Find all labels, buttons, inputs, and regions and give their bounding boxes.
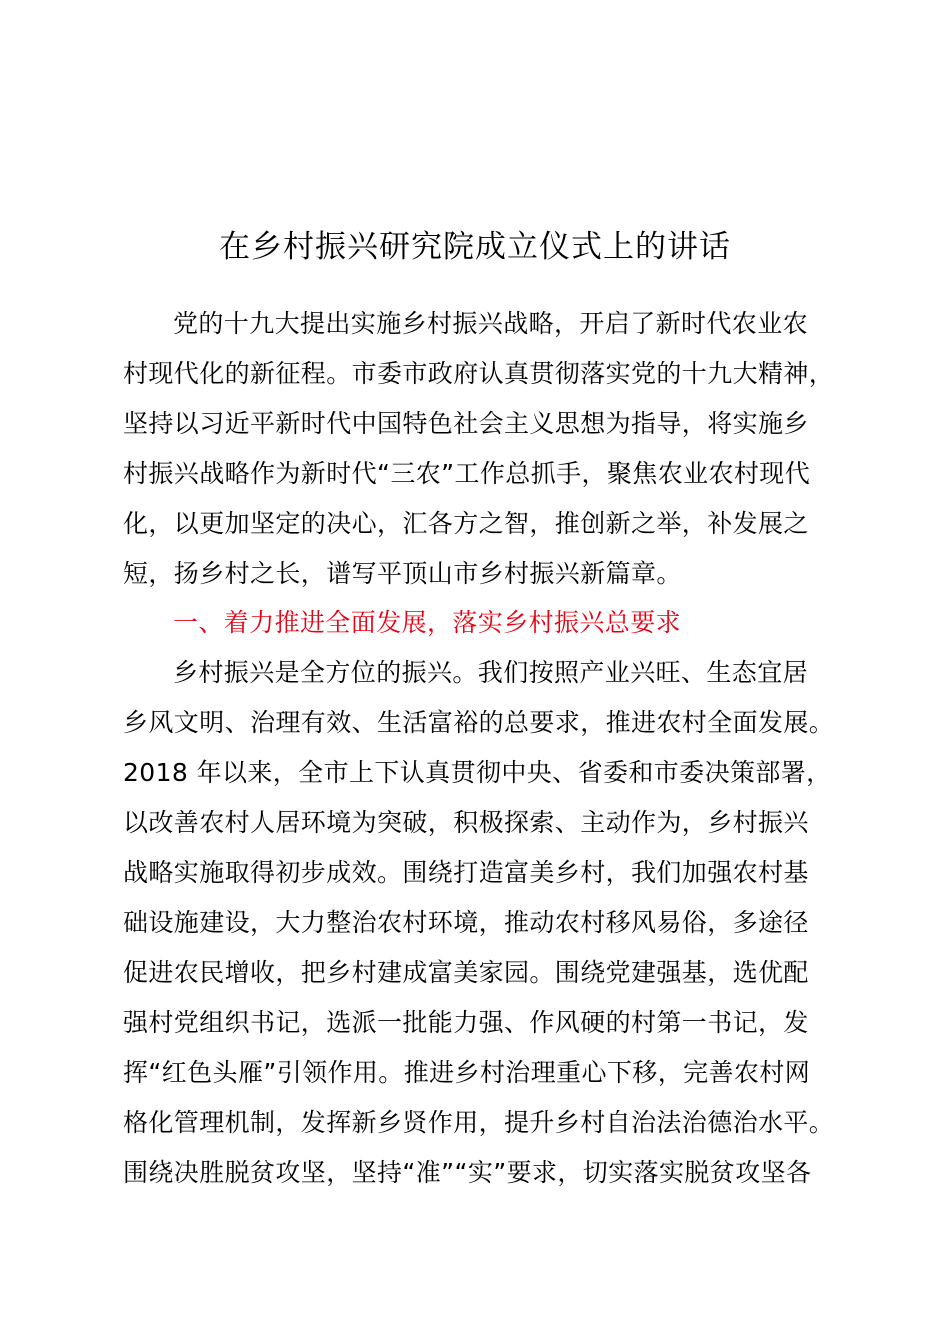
paragraph-line: 以改善农村人居环境为突破，积极探索、主动作为，乡村振兴 bbox=[123, 808, 809, 837]
paragraph-line: 战略实施取得初步成效。围绕打造富美乡村，我们加强农村基 bbox=[123, 858, 809, 887]
paragraph-line: 强村党组织书记，选派一批能力强、作风硬的村第一书记，发 bbox=[123, 1008, 809, 1037]
paragraph-line: 乡村振兴是全方位的振兴。我们按照产业兴旺、生态宜居 bbox=[173, 658, 809, 687]
paragraph-line: 村现代化的新征程。市委市政府认真贯彻落实党的十九大精神， bbox=[123, 359, 835, 388]
paragraph-line: 2018 年以来，全市上下认真贯彻中央、省委和市委决策部署， bbox=[123, 758, 832, 787]
paragraph-line: 乡风文明、治理有效、生活富裕的总要求，推进农村全面发展。 bbox=[123, 708, 835, 737]
paragraph-line: 村振兴战略作为新时代“三农”工作总抓手，聚焦农业农村现代 bbox=[123, 459, 811, 488]
paragraph-line: 坚持以习近平新时代中国特色社会主义思想为指导，将实施乡 bbox=[123, 409, 809, 438]
section-heading: 一、着力推进全面发展，落实乡村振兴总要求 bbox=[173, 608, 682, 637]
paragraph-line: 短，扬乡村之长，谱写平顶山市乡村振兴新篇章。 bbox=[123, 559, 682, 588]
paragraph-line: 化，以更加坚定的决心，汇各方之智，推创新之举，补发展之 bbox=[123, 509, 809, 538]
paragraph-line: 促进农民增收，把乡村建成富美家园。围绕党建强基，选优配 bbox=[123, 958, 809, 987]
paragraph-line: 础设施建设，大力整治农村环境，推动农村移风易俗，多途径 bbox=[123, 908, 809, 937]
document-title: 在乡村振兴研究院成立仪式上的讲话 bbox=[219, 229, 731, 265]
paragraph-line: 党的十九大提出实施乡村振兴战略，开启了新时代农业农 bbox=[173, 309, 809, 338]
paragraph-line: 围绕决胜脱贫攻坚，坚持“准”“实”要求，切实落实脱贫攻坚各 bbox=[123, 1158, 812, 1187]
paragraph-line: 格化管理机制，发挥新乡贤作用，提升乡村自治法治德治水平。 bbox=[123, 1108, 835, 1137]
paragraph-line: 挥“红色头雁”引领作用。推进乡村治理重心下移，完善农村网 bbox=[123, 1058, 811, 1087]
